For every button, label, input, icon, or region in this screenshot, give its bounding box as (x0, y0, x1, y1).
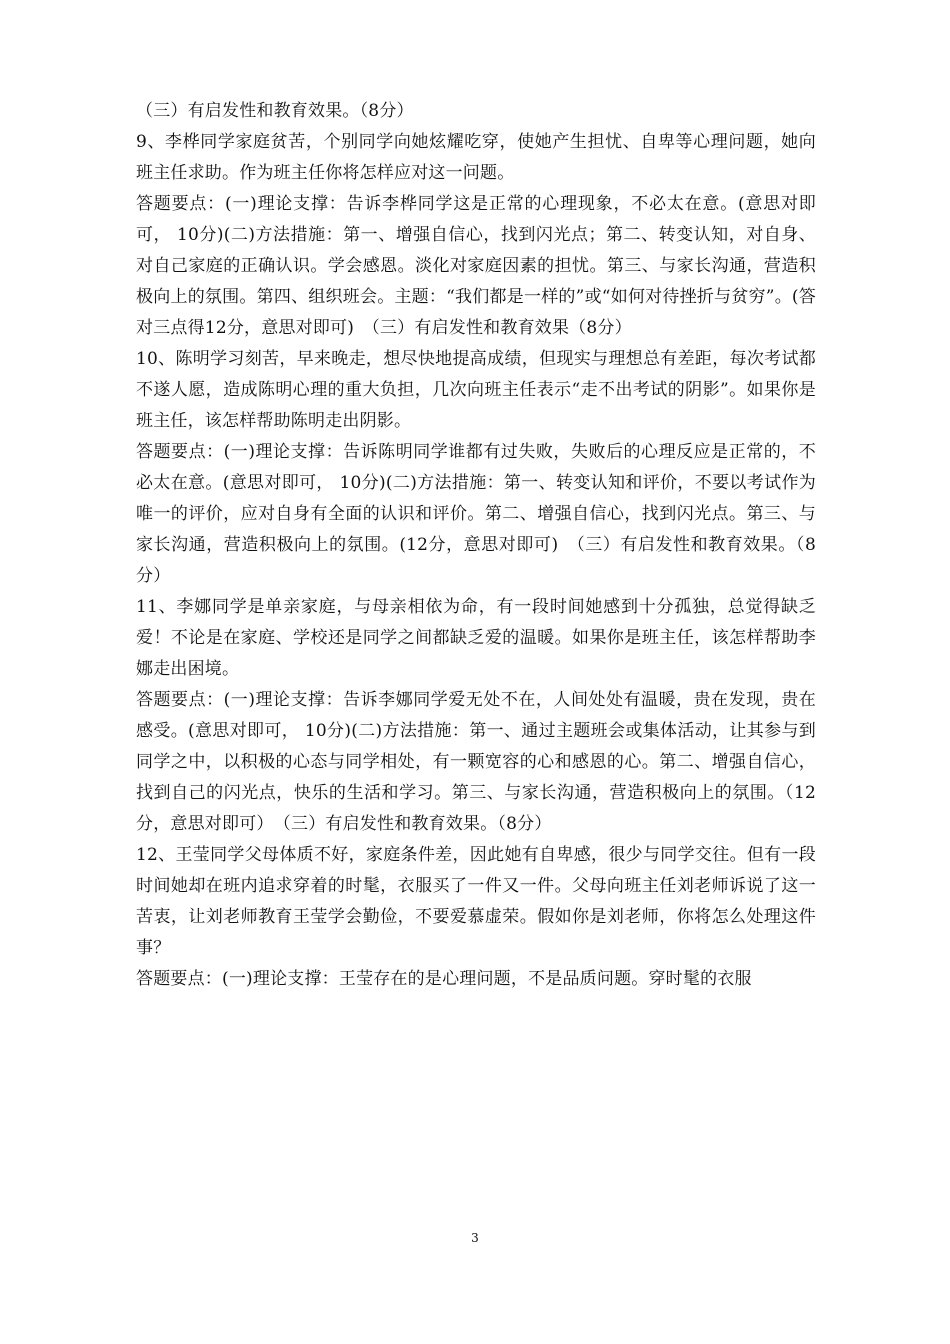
question-11: 11、李娜同学是单亲家庭，与母亲相依为命，有一段时间她感到十分孤独，总觉得缺乏爱！不论是在家庭、学校还是同学之间都缺乏爱的温暖。如果你是班主任，该怎样帮助李娜走出困境。 (136, 597, 816, 679)
document-body (136, 96, 816, 995)
answer-10: 答题要点：(一)理论支撑：告诉陈明同学谁都有过失败，失败后的心理反应是正常的，不必太在意。(意思对即可， 10分)(二)方法措施：第一、转变认知和评价，不要以考试作为唯一的评价，应对自身有全面的认识和评价。第二、增强自信心，找到闪光点。第三、与家长沟通，营造积极向上的氛围。(12分，意思对即可) （三）有启发性和教育效果。（8分） (136, 442, 816, 586)
answer-9: 答题要点：(一)理论支撑：告诉李桦同学这是正常的心理现象，不必太在意。(意思对即可， 10分)(二)方法措施：第一、增强自信心，找到闪光点；第二、转变认知，对自身、对自己家庭的正确认识。学会感恩。淡化对家庭因素的担忧。第三、与家长沟通，营造积极向上的氛围。第四、组织班会。主题：“我们都是一样的”或“如何对待挫折与贫穷”。(答对三点得12分，意思对即可) （三）有启发性和教育效果（8分） (136, 194, 816, 338)
question-9: 9、李桦同学家庭贫苦，个别同学向她炫耀吃穿，使她产生担忧、自卑等心理问题，她向班主任求助。作为班主任你将怎样应对这一问题。 (136, 132, 816, 183)
answer-12-partial: 答题要点：(一)理论支撑：王莹存在的是心理问题，不是品质问题。穿时髦的衣服 (136, 969, 752, 989)
answer-11: 答题要点：(一)理论支撑：告诉李娜同学爱无处不在，人间处处有温暖，贵在发现，贵在感受。(意思对即可， 10分)(二)方法措施：第一、通过主题班会或集体活动，让其参与到同学之中，以积极的心态与同学相处，有一颗宽容的心和感恩的心。第二、增强自信心，找到自己的闪光点，快乐的生活和学习。第三、与家长沟通，营造积极向上的氛围。（12分，意思对即可） （三）有启发性和教育效果。（8分） (136, 690, 816, 834)
question-10: 10、陈明学习刻苦，早来晚走，想尽快地提高成绩，但现实与理想总有差距，每次考试都不遂人愿，造成陈明心理的重大负担，几次向班主任表示“走不出考试的阴影”。如果你是班主任，该怎样帮助陈明走出阴影。 (136, 349, 816, 431)
paragraph-scoring-note: （三）有启发性和教育效果。（8分） (136, 101, 414, 121)
page-number: 3 (471, 1231, 479, 1245)
question-12: 12、王莹同学父母体质不好，家庭条件差，因此她有自卑感，很少与同学交往。但有一段时间她却在班内追求穿着的时髦，衣服买了一件又一件。父母向班主任刘老师诉说了这一苦衷，让刘老师教育王莹学会勤俭，不要爱慕虚荣。假如你是刘老师，你将怎么处理这件事？ (136, 845, 816, 958)
